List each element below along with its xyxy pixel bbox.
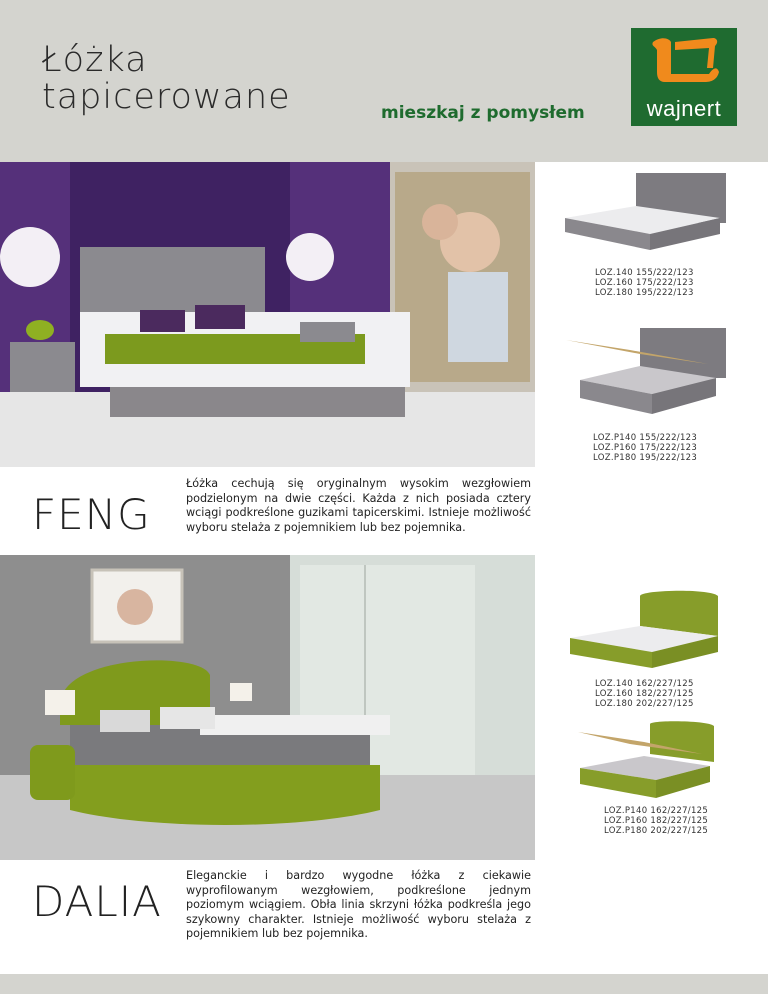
feng-code: LOZ.P140 155/222/123 bbox=[593, 433, 698, 443]
chair-logo-icon bbox=[631, 28, 737, 98]
slogan: mieszkaj z pomysłem bbox=[381, 103, 585, 123]
feng-code: LOZ.P180 195/222/123 bbox=[593, 453, 698, 463]
wajnert-logo bbox=[631, 28, 737, 126]
dalia-code: LOZ.P140 162/227/125 bbox=[604, 806, 709, 816]
feng-product-name: FENG bbox=[32, 490, 151, 539]
feng-description: Łóżka cechują się oryginalnym wysokim wezgłowiem podzielonym na dwie części. Każda z nich posiada cztery wciągi podkreślone guzikami tapicerskimi. Istnieje możliwość wyboru stelaża z pojemnikiem lub bez pojemnika. bbox=[186, 477, 531, 534]
dalia-code: LOZ.P160 182/227/125 bbox=[604, 816, 709, 826]
dalia-bed-image bbox=[560, 586, 740, 676]
dalia-codes-standard bbox=[595, 679, 694, 709]
feng-codes-storage bbox=[593, 433, 697, 463]
logo-text: wajnert bbox=[646, 96, 722, 121]
dalia-code: LOZ.160 182/227/125 bbox=[595, 689, 694, 699]
feng-codes-standard bbox=[595, 268, 694, 298]
dalia-codes-storage bbox=[604, 806, 708, 836]
dalia-product-name: DALIA bbox=[32, 877, 162, 926]
title-line-2: tapicerowane bbox=[42, 77, 291, 117]
dalia-code: LOZ.P180 202/227/125 bbox=[604, 826, 709, 836]
feng-storage-bed-image bbox=[560, 322, 740, 430]
feng-code: LOZ.180 195/222/123 bbox=[595, 288, 694, 298]
dalia-description: Eleganckie i bardzo wygodne łóżka z ciekawie wyprofilowanym wezgłowiem, podkreślone jednym poziomym wciągiem. Obła linia skrzyni łóżka podkreśla jego szykowny charakter. Istnieje możliwość wyboru stelaża z pojemnikiem lub bez pojemnika. bbox=[186, 869, 531, 940]
dalia-room-photo bbox=[0, 555, 535, 860]
feng-bed-image bbox=[560, 168, 740, 268]
feng-code: LOZ.140 155/222/123 bbox=[595, 268, 694, 278]
dalia-code: LOZ.140 162/227/125 bbox=[595, 679, 694, 689]
title-line-1: Łóżka bbox=[42, 40, 148, 80]
feng-code: LOZ.P160 175/222/123 bbox=[593, 443, 698, 453]
feng-code: LOZ.160 175/222/123 bbox=[595, 278, 694, 288]
page-title bbox=[42, 42, 291, 116]
footer-band bbox=[0, 974, 768, 994]
feng-room-photo bbox=[0, 162, 535, 467]
dalia-storage-bed-image bbox=[560, 718, 740, 806]
dalia-code: LOZ.180 202/227/125 bbox=[595, 699, 694, 709]
